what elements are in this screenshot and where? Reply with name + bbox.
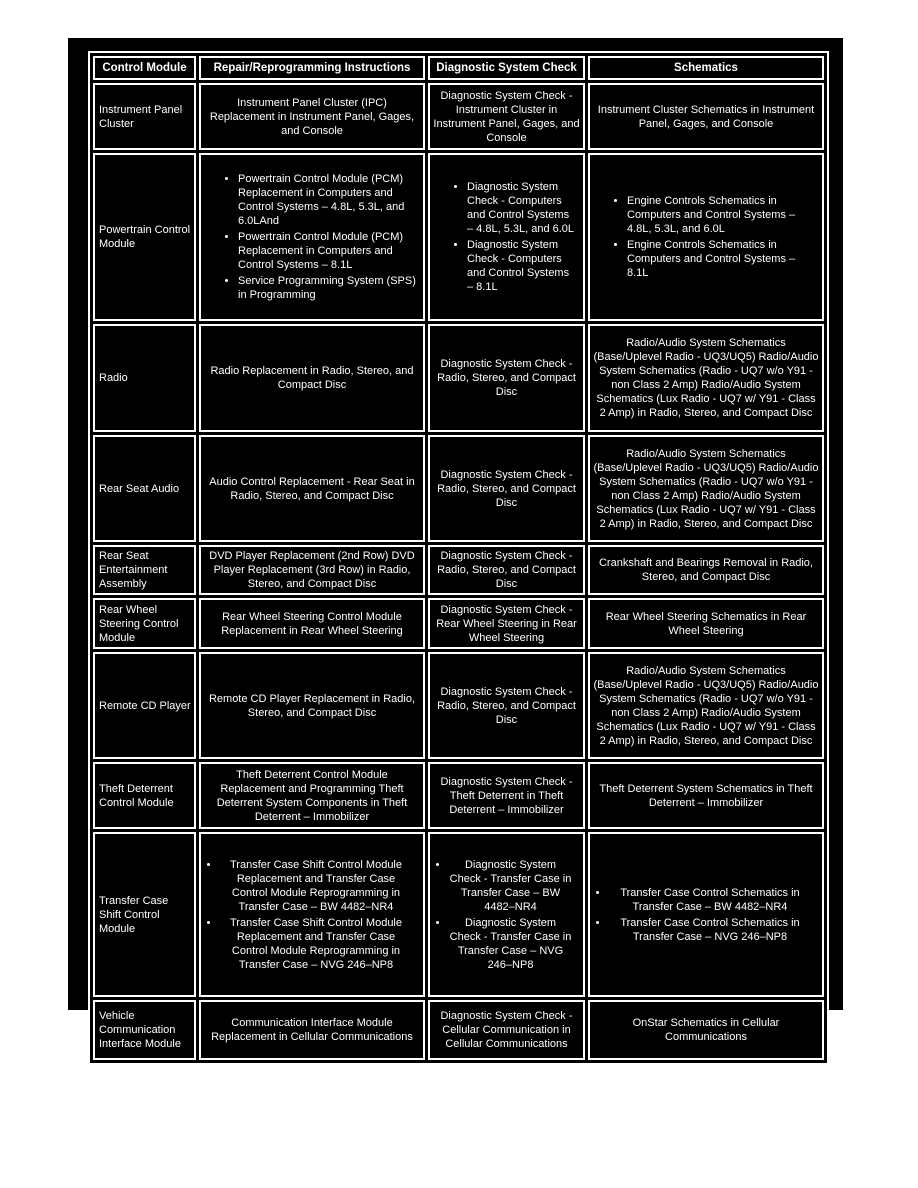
column-header-repair-instructions: Repair/Reprogramming Instructions bbox=[199, 56, 425, 80]
bullet-item: • Service Programming System (SPS) in Programming bbox=[238, 274, 416, 302]
bullet-list bbox=[593, 194, 819, 280]
repair-cell: Radio Replacement in Radio, Stereo, and Compact Disc bbox=[199, 324, 425, 432]
diagnostic-cell bbox=[428, 832, 585, 997]
column-header-diagnostic-check: Diagnostic System Check bbox=[428, 56, 585, 80]
bullet-list bbox=[593, 886, 819, 944]
module-cell: Theft Deterrent Control Module bbox=[93, 762, 196, 829]
column-header-control-module: Control Module bbox=[93, 56, 196, 80]
module-cell: Vehicle Communication Interface Module bbox=[93, 1000, 196, 1060]
schematics-cell bbox=[588, 153, 824, 321]
bullet-list bbox=[204, 172, 420, 302]
table-body bbox=[93, 83, 824, 1060]
diagnostic-cell: Diagnostic System Check - Rear Wheel Steering in Rear Wheel Steering bbox=[428, 598, 585, 649]
schematics-cell: Radio/Audio System Schematics (Base/Uplevel Radio - UQ3/UQ5) Radio/Audio System Schematics (Radio - UQ7 w/o Y91 - non Class 2 Amp) Radio/Audio System Schematics (Lux Radio - UQ7 w/ Y91 - Class 2 Amp) in Radio, Stereo, and Compact Disc bbox=[588, 324, 824, 432]
bullet-item: • Powertrain Control Module (PCM) Replacement in Computers and Control Systems – 8.1L bbox=[238, 230, 416, 272]
bullet-item: • Transfer Case Shift Control Module Replacement and Transfer Case Control Module Reprogramming in Transfer Case – NVG 246–NP8 bbox=[220, 916, 412, 972]
schematics-cell: Crankshaft and Bearings Removal in Radio, Stereo, and Compact Disc bbox=[588, 545, 824, 595]
bullet-item: • Powertrain Control Module (PCM) Replacement in Computers and Control Systems – 4.8L, 5.3L, and 6.0LAnd bbox=[238, 172, 416, 228]
module-cell: Rear Wheel Steering Control Module bbox=[93, 598, 196, 649]
diagnostic-cell: Diagnostic System Check - Instrument Cluster in Instrument Panel, Gages, and Console bbox=[428, 83, 585, 150]
bullet-item: • Diagnostic System Check - Transfer Case in Transfer Case – BW 4482–NR4 bbox=[449, 858, 572, 914]
diagnostic-cell: Diagnostic System Check - Radio, Stereo, and Compact Disc bbox=[428, 435, 585, 542]
module-cell: Instrument Panel Cluster bbox=[93, 83, 196, 150]
table-row bbox=[93, 598, 824, 649]
schematics-cell: Radio/Audio System Schematics (Base/Uplevel Radio - UQ3/UQ5) Radio/Audio System Schematics (Radio - UQ7 w/o Y91 - non Class 2 Amp) Radio/Audio System Schematics (Lux Radio - UQ7 w/ Y91 - Class 2 Amp) in Radio, Stereo, and Compact Disc bbox=[588, 652, 824, 759]
document-panel bbox=[68, 38, 843, 1050]
diagnostic-cell: Diagnostic System Check - Cellular Communication in Cellular Communications bbox=[428, 1000, 585, 1060]
table-row bbox=[93, 652, 824, 759]
bullet-item: • Diagnostic System Check - Transfer Case in Transfer Case – NVG 246–NP8 bbox=[449, 916, 572, 972]
schematics-cell: OnStar Schematics in Cellular Communications bbox=[588, 1000, 824, 1060]
diagnostic-cell: Diagnostic System Check - Radio, Stereo, and Compact Disc bbox=[428, 545, 585, 595]
schematics-cell: Rear Wheel Steering Schematics in Rear Wheel Steering bbox=[588, 598, 824, 649]
table-row bbox=[93, 435, 824, 542]
repair-cell: DVD Player Replacement (2nd Row) DVD Player Replacement (3rd Row) in Radio, Stereo, and Compact Disc bbox=[199, 545, 425, 595]
table-row bbox=[93, 153, 824, 321]
bullet-list bbox=[433, 180, 580, 294]
table-row bbox=[93, 1000, 824, 1060]
repair-cell: Communication Interface Module Replacement in Cellular Communications bbox=[199, 1000, 425, 1060]
bullet-item: • Engine Controls Schematics in Computers and Control Systems – 8.1L bbox=[627, 238, 815, 280]
table-row bbox=[93, 545, 824, 595]
schematics-cell: Instrument Cluster Schematics in Instrument Panel, Gages, and Console bbox=[588, 83, 824, 150]
bullet-list bbox=[433, 858, 580, 972]
bullet-item: • Engine Controls Schematics in Computers and Control Systems – 4.8L, 5.3L, and 6.0L bbox=[627, 194, 815, 236]
bullet-list bbox=[204, 858, 420, 972]
bullet-item: • Transfer Case Shift Control Module Replacement and Transfer Case Control Module Reprogramming in Transfer Case – BW 4482–NR4 bbox=[220, 858, 412, 914]
control-module-table bbox=[88, 51, 829, 1065]
table-row bbox=[93, 762, 824, 829]
bullet-item: • Diagnostic System Check - Computers and Control Systems – 4.8L, 5.3L, and 6.0L bbox=[467, 180, 576, 236]
diagnostic-cell bbox=[428, 153, 585, 321]
table-row bbox=[93, 83, 824, 150]
schematics-cell: Radio/Audio System Schematics (Base/Uplevel Radio - UQ3/UQ5) Radio/Audio System Schematics (Radio - UQ7 w/o Y91 - non Class 2 Amp) Radio/Audio System Schematics (Lux Radio - UQ7 w/ Y91 - Class 2 Amp) in Radio, Stereo, and Compact Disc bbox=[588, 435, 824, 542]
repair-cell: Audio Control Replacement - Rear Seat in Radio, Stereo, and Compact Disc bbox=[199, 435, 425, 542]
bullet-item: • Diagnostic System Check - Computers and Control Systems – 8.1L bbox=[467, 238, 576, 294]
diagnostic-cell: Diagnostic System Check - Radio, Stereo, and Compact Disc bbox=[428, 652, 585, 759]
module-cell: Powertrain Control Module bbox=[93, 153, 196, 321]
diagnostic-cell: Diagnostic System Check - Radio, Stereo, and Compact Disc bbox=[428, 324, 585, 432]
repair-cell: Rear Wheel Steering Control Module Replacement in Rear Wheel Steering bbox=[199, 598, 425, 649]
repair-cell: Remote CD Player Replacement in Radio, Stereo, and Compact Disc bbox=[199, 652, 425, 759]
module-cell: Transfer Case Shift Control Module bbox=[93, 832, 196, 997]
table-row bbox=[93, 324, 824, 432]
column-header-schematics: Schematics bbox=[588, 56, 824, 80]
table-row bbox=[93, 832, 824, 997]
schematics-cell: Theft Deterrent System Schematics in Theft Deterrent – Immobilizer bbox=[588, 762, 824, 829]
header-row bbox=[93, 56, 824, 80]
repair-cell: Theft Deterrent Control Module Replacement and Programming Theft Deterrent System Components in Theft Deterrent – Immobilizer bbox=[199, 762, 425, 829]
module-cell: Rear Seat Audio bbox=[93, 435, 196, 542]
table-header bbox=[93, 56, 824, 80]
bullet-item: • Transfer Case Control Schematics in Transfer Case – NVG 246–NP8 bbox=[609, 916, 811, 944]
module-cell: Rear Seat Entertainment Assembly bbox=[93, 545, 196, 595]
module-cell: Radio bbox=[93, 324, 196, 432]
repair-cell bbox=[199, 832, 425, 997]
module-cell: Remote CD Player bbox=[93, 652, 196, 759]
bullet-item: • Transfer Case Control Schematics in Transfer Case – BW 4482–NR4 bbox=[609, 886, 811, 914]
repair-cell bbox=[199, 153, 425, 321]
diagnostic-cell: Diagnostic System Check - Theft Deterrent in Theft Deterrent – Immobilizer bbox=[428, 762, 585, 829]
repair-cell: Instrument Panel Cluster (IPC) Replacement in Instrument Panel, Gages, and Console bbox=[199, 83, 425, 150]
schematics-cell bbox=[588, 832, 824, 997]
